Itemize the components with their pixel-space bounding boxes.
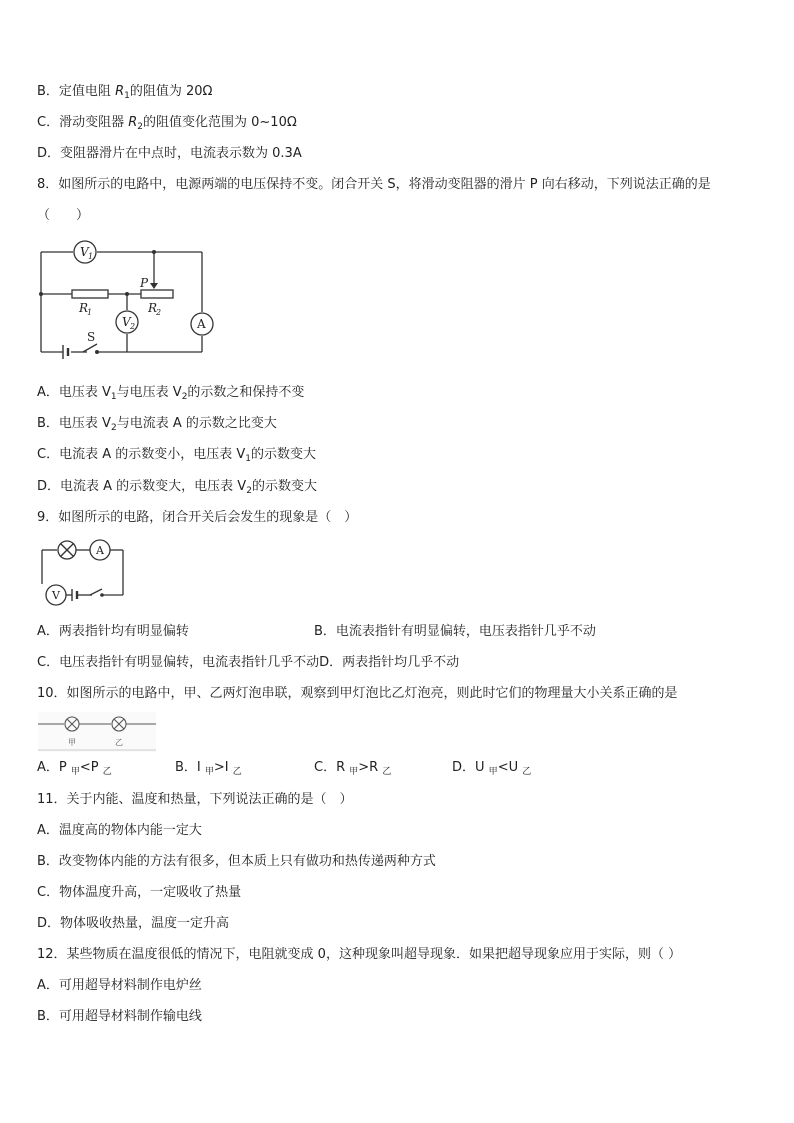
q10-stem: 10．如图所示的电路中，甲、乙两灯泡串联，观察到甲灯泡比乙灯泡亮，则此时它们的物理量大小关系正确的是	[37, 686, 678, 701]
q12-stem: 12．某些物质在温度很低的情况下，电阻就变成 0，这种现象叫超导现象．如果把超导现象应用于实际，则（ ）	[37, 947, 682, 962]
q9-stem: 9．如图所示的电路，闭合开关后会发生的现象是（ ）	[37, 510, 358, 525]
q8-option-d: D．电流表 A 的示数变大，电压表 $V_2$的示数变大	[37, 479, 317, 496]
q11-stem: 11．关于内能、温度和热量，下列说法正确的是（ ）	[37, 792, 353, 807]
q7-option-c: C．滑动变阻器 $R_2$的阻值变化范围为 0~10Ω	[37, 115, 297, 132]
q11-option-d: D．物体吸收热量，温度一定升高	[37, 916, 230, 931]
svg-text:A: A	[197, 317, 206, 331]
q9-circuit-diagram	[38, 538, 128, 608]
q9-option-c: C．电压表指针有明显偏转，电流表指针几乎不动D．两表指针均几乎不动	[37, 655, 460, 670]
q8-circuit-diagram	[35, 238, 220, 360]
resistor-r1-icon	[72, 290, 108, 298]
q11-option-c: C．物体温度升高，一定吸收了热量	[37, 885, 242, 900]
svg-text:1: 1	[87, 308, 93, 317]
q10-option-b: B．I $_甲$>I $_乙$	[175, 760, 242, 777]
svg-text:R: R	[79, 301, 89, 315]
svg-text:V: V	[80, 245, 89, 259]
q8-option-c: C．电流表 A 的示数变小，电压表 $V_1$的示数变大	[37, 447, 317, 464]
q8-option-b: B．电压表 $V_2$与电流表 A 的示数之比变大	[37, 416, 277, 433]
q8-option-a: A．电压表 $V_1$与电压表 $V_2$的示数之和保持不变	[37, 385, 305, 402]
svg-text:1: 1	[88, 252, 94, 261]
svg-text:V: V	[52, 589, 60, 602]
svg-text:乙: 乙	[115, 738, 123, 747]
q12-option-b: B．可用超导材料制作输电线	[37, 1009, 202, 1024]
svg-text:甲: 甲	[68, 738, 76, 747]
svg-text:R: R	[148, 301, 158, 315]
q7-option-d: D．变阻器滑片在中点时，电流表示数为 0.3A	[37, 146, 302, 161]
switch-icon	[90, 589, 102, 595]
q11-option-b: B．改变物体内能的方法有很多，但本质上只有做功和热传递两种方式	[37, 854, 436, 869]
q10-option-a: A．P $_甲$<P $_乙$	[37, 760, 112, 777]
q10-circuit-diagram	[38, 712, 156, 752]
battery-icon	[72, 589, 77, 601]
q11-option-a: A．温度高的物体内能一定大	[37, 823, 202, 838]
svg-text:2: 2	[156, 308, 162, 317]
svg-text:V: V	[122, 315, 131, 329]
q7-option-b: B．定值电阻 $R_1$的阻值为 20Ω	[37, 84, 213, 101]
battery-icon	[63, 345, 68, 359]
q8-answer-bracket: （ ）	[37, 208, 90, 223]
q8-stem: 8．如图所示的电路中，电源两端的电压保持不变。闭合开关 S，将滑动变阻器的滑片 P 向右移动，下列说法正确的是	[37, 177, 711, 192]
switch-s-icon	[83, 344, 97, 352]
resistor-r2-icon	[141, 290, 173, 298]
q10-option-d: D．U $_甲$<U $_乙$	[452, 760, 532, 777]
svg-text:2: 2	[130, 322, 136, 331]
q12-option-a: A．可用超导材料制作电炉丝	[37, 978, 202, 993]
q10-option-c: C．R $_甲$>R $_乙$	[314, 760, 392, 777]
q9-option-a: A．两表指针均有明显偏转	[37, 624, 189, 639]
q9-option-b: B．电流表指针有明显偏转，电压表指针几乎不动	[314, 624, 596, 639]
svg-text:P: P	[140, 276, 149, 290]
svg-text:S: S	[87, 330, 96, 344]
svg-text:A: A	[96, 544, 104, 557]
